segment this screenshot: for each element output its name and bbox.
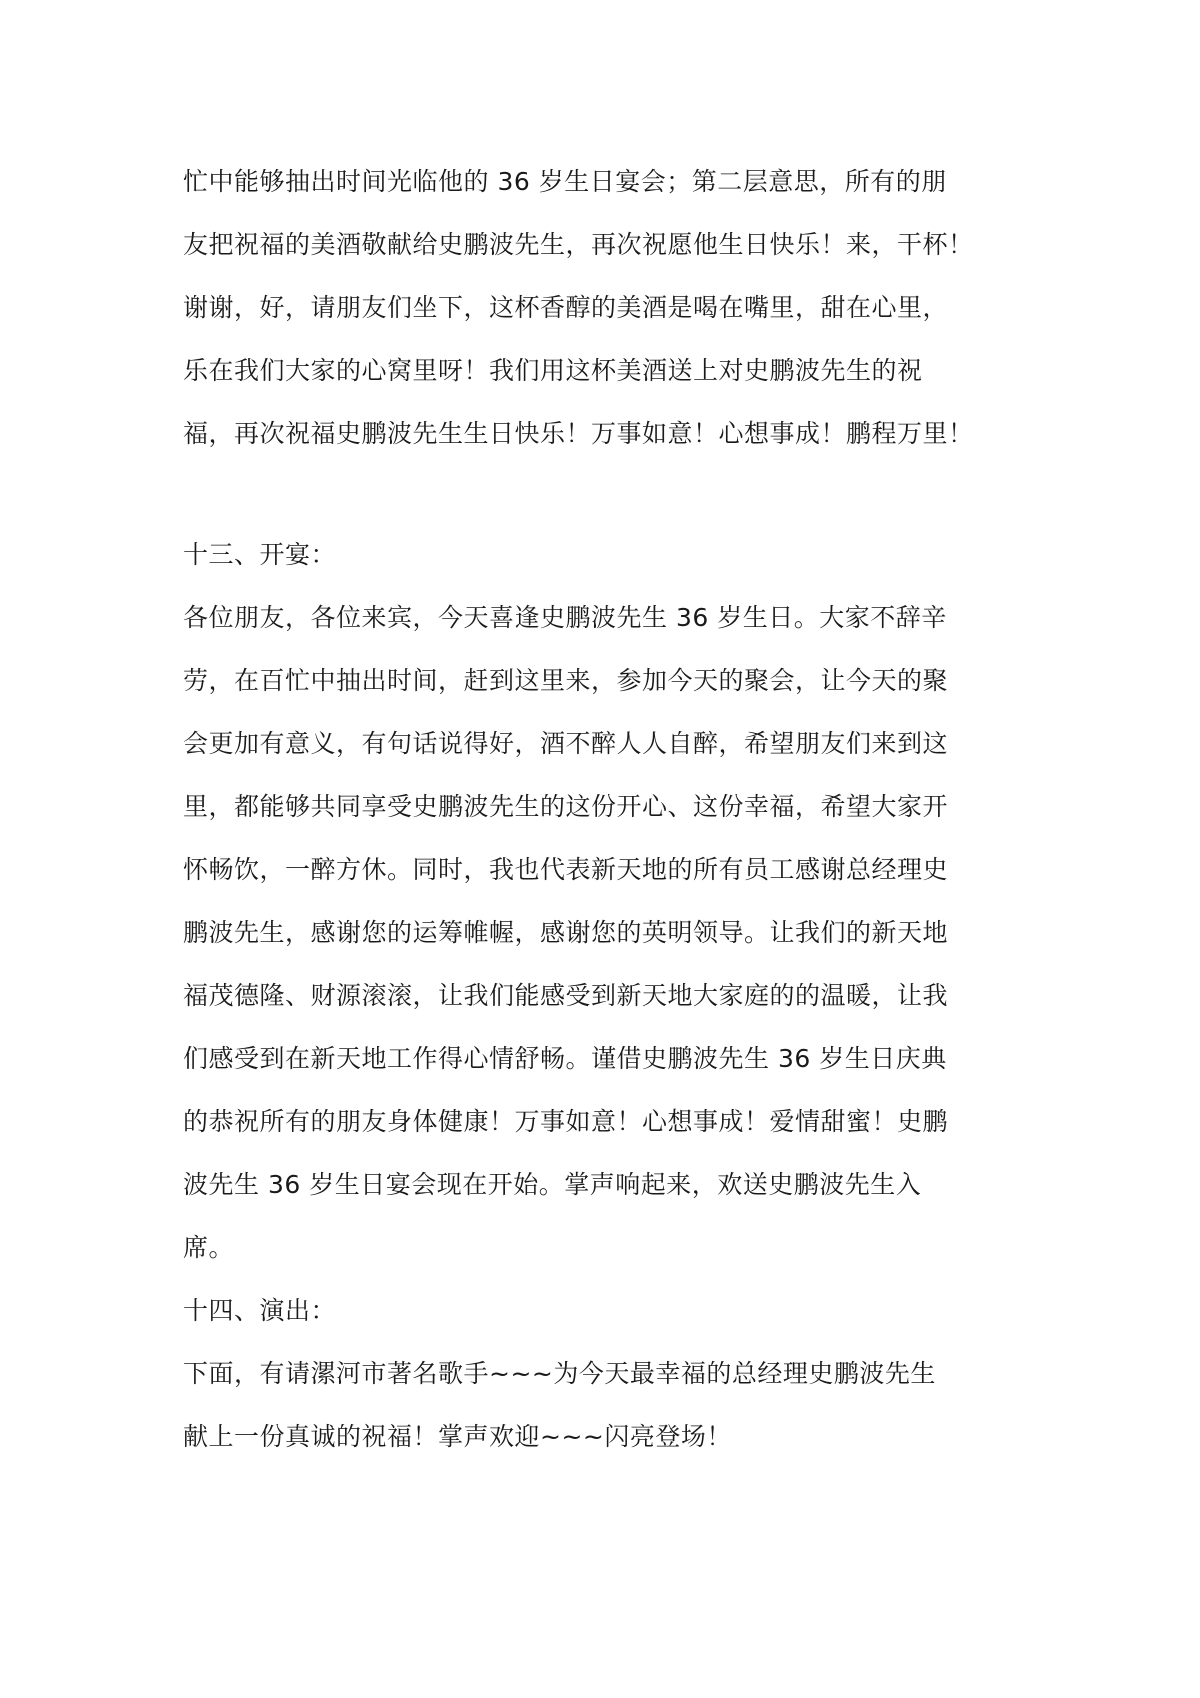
text-line: 福，再次祝福史鹏波先生生日快乐！万事如意！心想事成！鹏程万里！ bbox=[183, 419, 974, 448]
text-line: 劳，在百忙中抽出时间，赶到这里来，参加今天的聚会，让今天的聚 bbox=[183, 666, 949, 695]
text-line: 友把祝福的美酒敬献给史鹏波先生，再次祝愿他生日快乐！来，干杯！ bbox=[183, 230, 974, 259]
section-opening-banquet bbox=[183, 523, 1023, 1279]
text-line: 谢谢，好，请朋友们坐下，这杯香醇的美酒是喝在嘴里，甜在心里， bbox=[183, 293, 949, 322]
text-line: 们感受到在新天地工作得心情舒畅。谨借史鹏波先生 36 岁生日庆典 bbox=[183, 1044, 947, 1073]
text-line: 会更加有意义，有句话说得好，酒不醉人人自醉，希望朋友们来到这 bbox=[183, 729, 949, 758]
text-line: 怀畅饮，一醉方休。同时，我也代表新天地的所有员工感谢总经理史 bbox=[183, 855, 949, 884]
text-line: 忙中能够抽出时间光临他的 36 岁生日宴会；第二层意思，所有的朋 bbox=[183, 167, 947, 196]
text-line: 乐在我们大家的心窝里呀！我们用这杯美酒送上对史鹏波先生的祝 bbox=[183, 356, 923, 385]
text-line: 福茂德隆、财源滚滚，让我们能感受到新天地大家庭的的温暖，让我 bbox=[183, 981, 949, 1010]
text-line: 各位朋友，各位来宾，今天喜逢史鹏波先生 36 岁生日。大家不辞辛 bbox=[183, 603, 947, 632]
text-line: 里，都能够共同享受史鹏波先生的这份开心、这份幸福，希望大家开 bbox=[183, 792, 949, 821]
section-heading: 十四、演出： bbox=[183, 1296, 337, 1325]
text-line: 下面，有请漯河市著名歌手~~~为今天最幸福的总经理史鹏波先生 bbox=[183, 1359, 936, 1388]
text-line: 鹏波先生，感谢您的运筹帷幄，感谢您的英明领导。让我们的新天地 bbox=[183, 918, 949, 947]
text-line: 席。 bbox=[183, 1233, 235, 1262]
section-performance bbox=[183, 1279, 1023, 1468]
section-heading: 十三、开宴： bbox=[183, 540, 337, 569]
paragraph-gap bbox=[183, 465, 1023, 523]
document-body bbox=[183, 150, 1023, 1468]
text-line: 波先生 36 岁生日宴会现在开始。掌声响起来，欢送史鹏波先生入 bbox=[183, 1170, 922, 1199]
paragraph-toast bbox=[183, 150, 1023, 465]
text-line: 的恭祝所有的朋友身体健康！万事如意！心想事成！爱情甜蜜！史鹏 bbox=[183, 1107, 949, 1136]
text-line: 献上一份真诚的祝福！掌声欢迎~~~闪亮登场！ bbox=[183, 1422, 732, 1451]
